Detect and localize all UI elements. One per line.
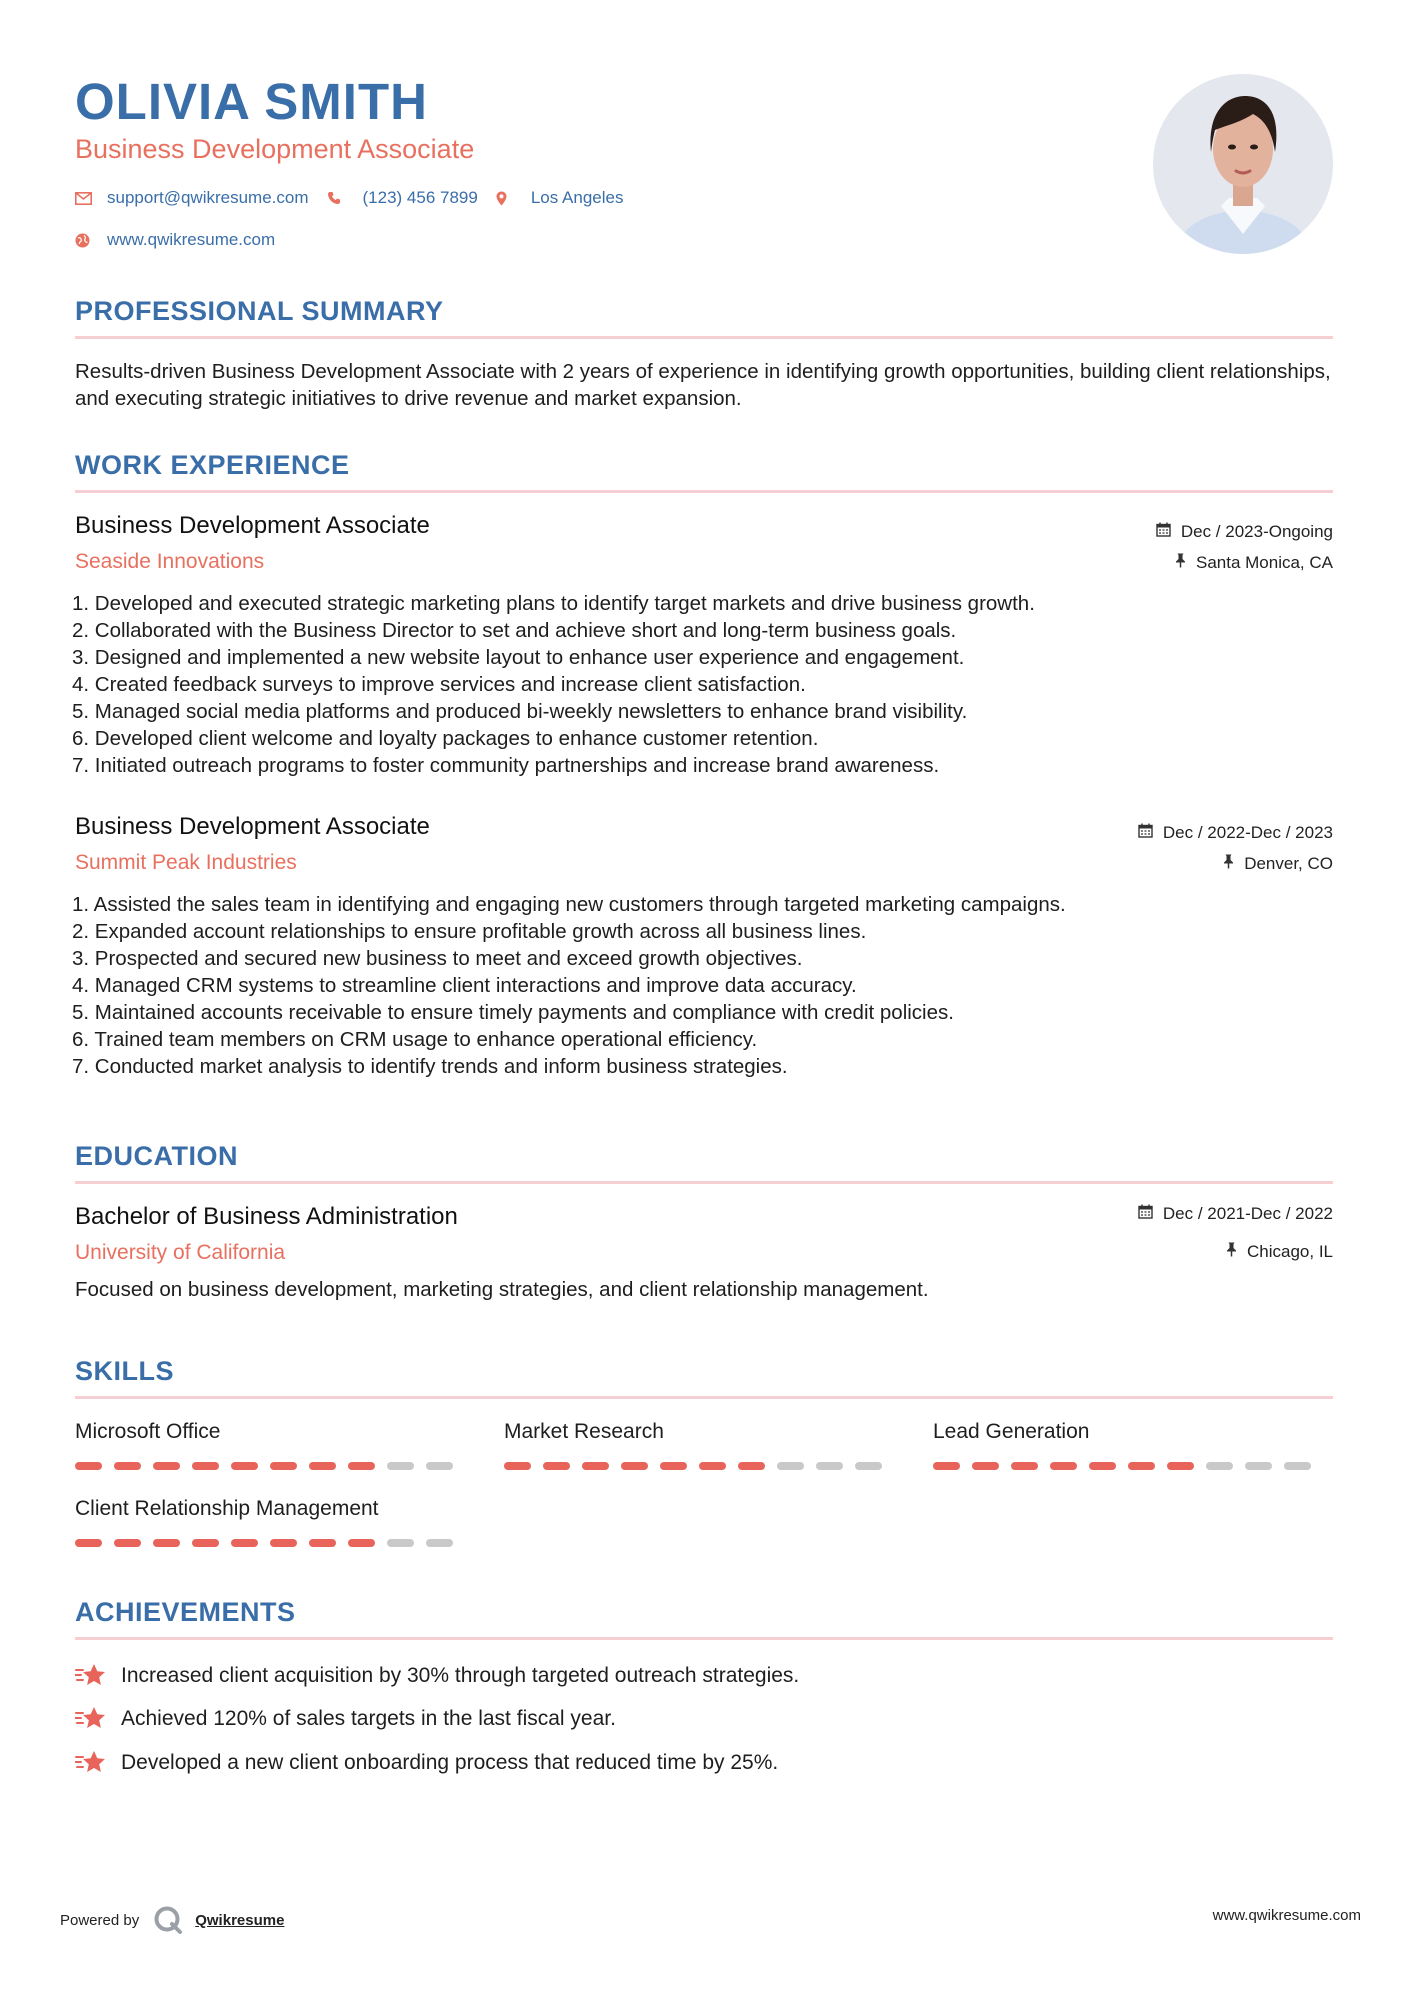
job-location-text: Denver, CO xyxy=(1244,854,1333,873)
skill-level-bar xyxy=(933,1462,1311,1470)
skill-dot-filled xyxy=(504,1462,531,1470)
website-row xyxy=(75,230,275,250)
star-icon xyxy=(75,1705,107,1733)
website-link[interactable]: www.qwikresume.com xyxy=(107,230,276,249)
contact-row xyxy=(75,188,623,208)
skill-dot-filled xyxy=(114,1539,141,1547)
skill-dot-filled xyxy=(348,1539,375,1547)
section-title-experience: WORK EXPERIENCE xyxy=(75,450,350,480)
email-link[interactable]: support@qwikresume.com xyxy=(107,188,309,207)
star-icon xyxy=(75,1662,107,1690)
skill-dot-filled xyxy=(1089,1462,1116,1470)
achievement-text: Achieved 120% of sales targets in the last fiscal year. xyxy=(121,1707,616,1730)
skill-dot-filled xyxy=(309,1539,336,1547)
skill-level-bar xyxy=(75,1539,453,1547)
star-icon xyxy=(75,1749,107,1777)
skill-dot-filled xyxy=(114,1462,141,1470)
skill-dot-filled xyxy=(348,1462,375,1470)
skill-dot-empty xyxy=(426,1539,453,1547)
skill-dot-filled xyxy=(543,1462,570,1470)
skill-dot-filled xyxy=(738,1462,765,1470)
skill-dot-filled xyxy=(75,1539,102,1547)
section-divider xyxy=(75,1637,1333,1640)
achievement-item xyxy=(75,1705,616,1733)
pushpin-icon xyxy=(1226,1244,1241,1261)
skill-level-bar xyxy=(75,1462,453,1470)
phone-icon xyxy=(327,191,341,205)
achievement-item xyxy=(75,1749,778,1777)
qwikresume-brand-link[interactable]: Qwikresume xyxy=(195,1911,285,1929)
list-item: 6. Trained team members on CRM usage to enhance operational efficiency. xyxy=(72,1028,758,1051)
achievement-item xyxy=(75,1662,799,1690)
job-role: Business Development Associate xyxy=(75,512,430,539)
list-item: 2. Expanded account relationships to ensure profitable growth across all business lines. xyxy=(72,920,867,943)
pushpin-icon xyxy=(1175,555,1190,572)
section-divider xyxy=(75,490,1333,493)
calendar-icon xyxy=(1156,524,1175,541)
list-item: 5. Maintained accounts receivable to ensure timely payments and compliance with credit policies. xyxy=(72,1001,954,1024)
skill-dot-empty xyxy=(1206,1462,1233,1470)
skill-dot-filled xyxy=(153,1462,180,1470)
skill-dot-filled xyxy=(1050,1462,1077,1470)
job-dates xyxy=(1156,522,1333,542)
skill-dot-empty xyxy=(1245,1462,1272,1470)
list-item: 7. Conducted market analysis to identify trends and inform business strategies. xyxy=(72,1055,788,1078)
list-item: 1. Assisted the sales team in identifying and engaging new customers through targeted marketing campaigns. xyxy=(72,893,1066,916)
section-divider xyxy=(75,1181,1333,1184)
skill-item xyxy=(75,1420,453,1470)
skill-item xyxy=(504,1420,882,1470)
job-bullets xyxy=(72,590,1342,779)
skill-dot-empty xyxy=(777,1462,804,1470)
skill-dot-filled xyxy=(582,1462,609,1470)
section-divider xyxy=(75,1396,1333,1399)
job-location xyxy=(1175,553,1333,573)
job-dates-text: Dec / 2023-Ongoing xyxy=(1180,522,1333,541)
skill-dot-filled xyxy=(192,1462,219,1470)
skill-dot-empty xyxy=(387,1462,414,1470)
calendar-icon xyxy=(1138,825,1157,842)
pushpin-icon xyxy=(1223,856,1238,873)
skill-name: Market Research xyxy=(504,1420,664,1443)
calendar-icon xyxy=(1138,1206,1157,1223)
section-title-summary: PROFESSIONAL SUMMARY xyxy=(75,296,444,326)
education-dates-text: Dec / 2021-Dec / 2022 xyxy=(1162,1204,1333,1223)
job-dates xyxy=(1138,823,1333,843)
skill-dot-filled xyxy=(972,1462,999,1470)
skill-dot-filled xyxy=(1167,1462,1194,1470)
job-company: Seaside Innovations xyxy=(75,550,265,573)
section-title-education: EDUCATION xyxy=(75,1141,238,1171)
phone-text[interactable]: (123) 456 7899 xyxy=(362,188,478,207)
skill-dot-filled xyxy=(270,1539,297,1547)
skill-dot-filled xyxy=(75,1462,102,1470)
job-location xyxy=(1223,854,1333,874)
location-text: Los Angeles xyxy=(530,188,624,207)
skill-dot-empty xyxy=(387,1539,414,1547)
education-description: Focused on business development, marketing strategies, and client relationship management. xyxy=(75,1278,929,1301)
skill-dot-filled xyxy=(309,1462,336,1470)
skill-item xyxy=(933,1420,1311,1470)
skill-dot-empty xyxy=(816,1462,843,1470)
footer-website[interactable]: www.qwikresume.com xyxy=(1212,1907,1361,1924)
skill-dot-filled xyxy=(192,1539,219,1547)
skill-dot-empty xyxy=(426,1462,453,1470)
skill-name: Microsoft Office xyxy=(75,1420,221,1443)
achievement-text: Increased client acquisition by 30% through targeted outreach strategies. xyxy=(121,1664,800,1687)
skill-dot-filled xyxy=(660,1462,687,1470)
summary-text: Results-driven Business Development Associate with 2 years of experience in identifying growth opportunities, building client relationships, and executing strategic initiatives to drive revenue and market expansion. xyxy=(75,360,1331,410)
list-item: 1. Developed and executed strategic marketing plans to identify target markets and drive business growth. xyxy=(72,592,1035,615)
list-item: 6. Developed client welcome and loyalty packages to enhance customer retention. xyxy=(72,727,819,750)
section-divider xyxy=(75,336,1333,339)
education-location xyxy=(1226,1242,1333,1262)
job-role: Business Development Associate xyxy=(75,813,430,840)
skill-dot-filled xyxy=(933,1462,960,1470)
skill-dot-filled xyxy=(1011,1462,1038,1470)
job-company: Summit Peak Industries xyxy=(75,851,297,874)
list-item: 2. Collaborated with the Business Director to set and achieve short and long-term business goals. xyxy=(72,619,957,642)
skill-dot-empty xyxy=(855,1462,882,1470)
powered-by-text: Powered by xyxy=(60,1911,140,1929)
skill-name: Lead Generation xyxy=(933,1420,1090,1443)
education-dates xyxy=(1138,1204,1333,1224)
skill-dot-filled xyxy=(1128,1462,1155,1470)
job-bullets xyxy=(72,891,1342,1080)
skill-dot-filled xyxy=(699,1462,726,1470)
job-location-text: Santa Monica, CA xyxy=(1195,553,1333,572)
candidate-title: Business Development Associate xyxy=(75,134,475,164)
skill-name: Client Relationship Management xyxy=(75,1497,379,1520)
section-title-skills: SKILLS xyxy=(75,1356,175,1386)
skill-dot-empty xyxy=(1284,1462,1311,1470)
list-item: 4. Created feedback surveys to improve services and increase client satisfaction. xyxy=(72,673,806,696)
skill-level-bar xyxy=(504,1462,882,1470)
achievement-text: Developed a new client onboarding process that reduced time by 25%. xyxy=(121,1751,779,1774)
education-location-text: Chicago, IL xyxy=(1247,1242,1333,1261)
education-school: University of California xyxy=(75,1241,286,1264)
list-item: 3. Prospected and secured new business to meet and exceed growth objectives. xyxy=(72,947,803,970)
candidate-name: OLIVIA SMITH xyxy=(75,73,428,130)
skill-dot-filled xyxy=(621,1462,648,1470)
education-degree: Bachelor of Business Administration xyxy=(75,1203,458,1230)
skill-item xyxy=(75,1497,453,1547)
globe-icon xyxy=(75,233,90,248)
list-item: 4. Managed CRM systems to streamline client interactions and improve data accuracy. xyxy=(72,974,857,997)
skill-dot-filled xyxy=(231,1462,258,1470)
profile-photo xyxy=(1153,74,1333,254)
skill-dot-filled xyxy=(231,1539,258,1547)
list-item: 7. Initiated outreach programs to foster community partnerships and increase brand awareness. xyxy=(72,754,940,777)
job-dates-text: Dec / 2022-Dec / 2023 xyxy=(1162,823,1333,842)
qwikresume-logo-icon xyxy=(153,1905,183,1935)
footer-powered-by xyxy=(60,1905,284,1935)
envelope-icon xyxy=(75,192,92,205)
section-title-achievements: ACHIEVEMENTS xyxy=(75,1597,296,1627)
list-item: 3. Designed and implemented a new website layout to enhance user experience and engagement. xyxy=(72,646,965,669)
map-pin-icon xyxy=(496,191,507,206)
list-item: 5. Managed social media platforms and produced bi-weekly newsletters to enhance brand visibility. xyxy=(72,700,968,723)
skill-dot-filled xyxy=(153,1539,180,1547)
skill-dot-filled xyxy=(270,1462,297,1470)
